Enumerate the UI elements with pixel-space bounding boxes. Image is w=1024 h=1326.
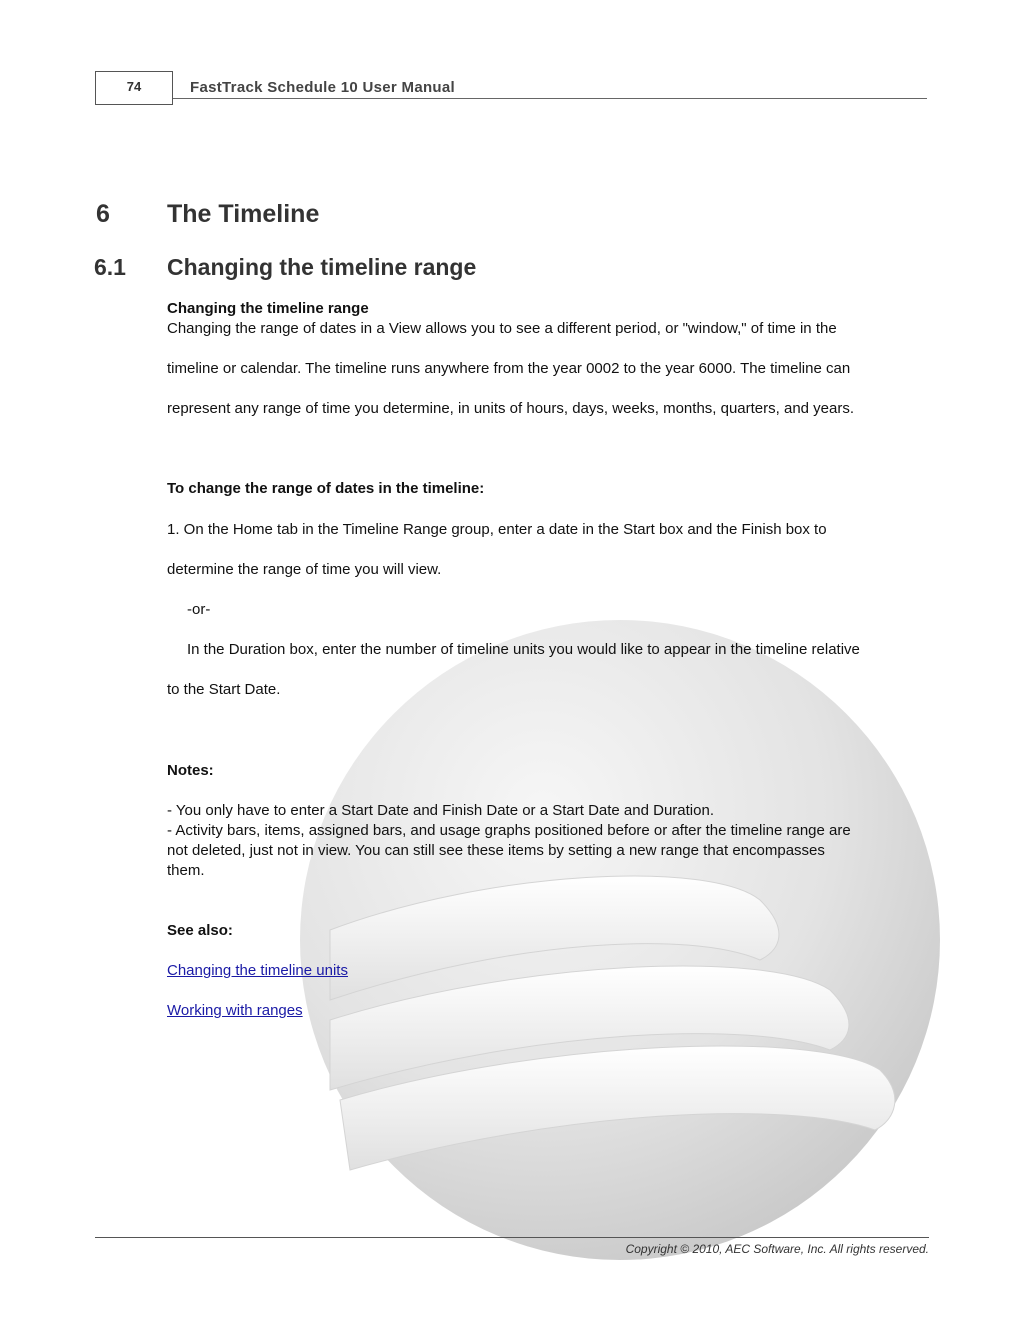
intro-line: Changing the range of dates in a View allows you to see a different period, or "window," of time in the [167, 320, 837, 337]
intro-line: timeline or calendar. The timeline runs anywhere from the year 0002 to the year 6000. The timeline can [167, 360, 851, 377]
intro-heading: Changing the timeline range [167, 300, 369, 317]
section-number: 6.1 [94, 254, 126, 280]
or-separator: -or- [187, 601, 211, 618]
link-working-with-ranges[interactable]: Working with ranges [167, 1002, 303, 1019]
step-line: determine the range of time you will view. [167, 561, 442, 578]
see-also-heading: See also: [167, 922, 233, 939]
alt-step-line: to the Start Date. [167, 681, 281, 698]
note-line: - You only have to enter a Start Date and Finish Date or a Start Date and Duration. [167, 802, 714, 819]
notes-heading: Notes: [167, 762, 214, 779]
note-line: - Activity bars, items, assigned bars, and usage graphs positioned before or after the timeline range are [167, 822, 851, 839]
note-line: them. [167, 862, 205, 879]
section-title: Changing the timeline range [167, 254, 477, 280]
intro-line: represent any range of time you determine, in units of hours, days, weeks, months, quarters, and years. [167, 400, 855, 417]
chapter-title: The Timeline [167, 200, 320, 228]
page-number: 74 [126, 78, 142, 94]
procedure-heading: To change the range of dates in the timeline: [167, 480, 485, 497]
chapter-number: 6 [96, 200, 110, 228]
link-changing-timeline-units[interactable]: Changing the timeline units [167, 962, 348, 979]
running-header-title: FastTrack Schedule 10 User Manual [190, 79, 456, 96]
alt-step-line: In the Duration box, enter the number of timeline units you would like to appear in the timeline relative [187, 641, 860, 658]
step-line: 1. On the Home tab in the Timeline Range group, enter a date in the Start box and the Finish box to [167, 521, 827, 538]
note-line: not deleted, just not in view. You can still see these items by setting a new range that encompasses [167, 842, 825, 859]
footer-copyright: Copyright © 2010, AEC Software, Inc. All rights reserved. [625, 1242, 929, 1256]
